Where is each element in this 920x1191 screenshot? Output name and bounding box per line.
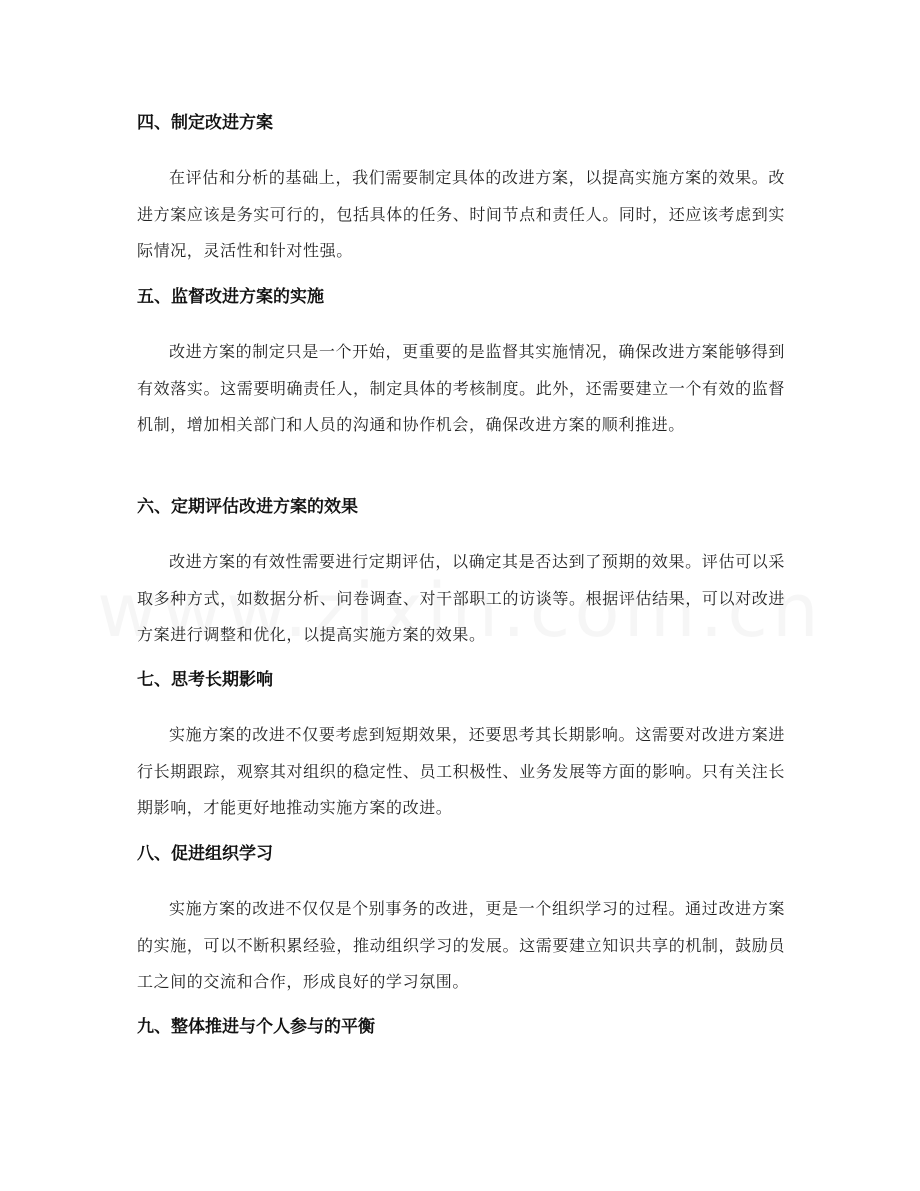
section-heading: 四、制定改进方案 [137,113,273,133]
section-7 [137,669,785,827]
section-5 [137,286,785,444]
section-heading: 六、定期评估改进方案的效果 [137,497,358,517]
section-6 [137,496,785,654]
section-paragraph: 改进方案的制定只是一个开始，更重要的是监督其实施情况，确保改进方案能够得到有效落实。这需要明确责任人，制定具体的考核制度。此外，还需要建立一个有效的监督机制，增加相关部门和人员的沟通和协作机会，确保改进方案的顺利推进。 [137,342,785,434]
section-heading: 五、监督改进方案的实施 [137,287,324,307]
section-paragraph: 实施方案的改进不仅仅是个别事务的改进，更是一个组织学习的过程。通过改进方案的实施，可以不断积累经验，推动组织学习的发展。这需要建立知识共享的机制，鼓励员工之间的交流和合作，形成良好的学习氛围。 [137,899,785,991]
section-9 [137,1016,785,1038]
section-paragraph: 实施方案的改进不仅要考虑到短期效果，还要思考其长期影响。这需要对改进方案进行长期跟踪，观察其对组织的稳定性、员工积极性、业务发展等方面的影响。只有关注长期影响，才能更好地推动实施方案的改进。 [137,725,785,817]
section-4 [137,112,785,270]
section-heading: 八、促进组织学习 [137,844,273,864]
section-heading: 七、思考长期影响 [137,670,273,690]
section-heading: 九、整体推进与个人参与的平衡 [137,1017,375,1037]
section-8 [137,843,785,1001]
section-paragraph: 改进方案的有效性需要进行定期评估，以确定其是否达到了预期的效果。评估可以采取多种方式，如数据分析、问卷调查、对干部职工的访谈等。根据评估结果，可以对改进方案进行调整和优化，以提高实施方案的效果。 [137,552,785,644]
section-paragraph: 在评估和分析的基础上，我们需要制定具体的改进方案，以提高实施方案的效果。改进方案应该是务实可行的，包括具体的任务、时间节点和责任人。同时，还应该考虑到实际情况，灵活性和针对性强。 [137,168,785,260]
